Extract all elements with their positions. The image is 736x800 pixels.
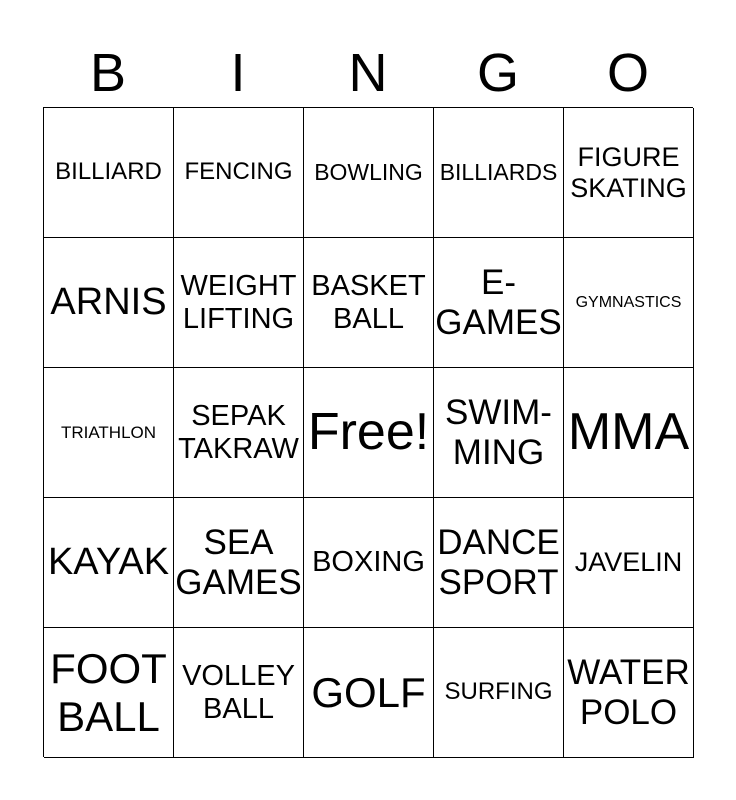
- cell-label: JAVELIN: [574, 547, 683, 578]
- bingo-cell-r2-c2[interactable]: [174, 238, 304, 368]
- free-space-label: Free!: [307, 403, 430, 462]
- cell-label: MMA: [567, 403, 690, 462]
- bingo-cell-r1-c5[interactable]: [564, 108, 694, 238]
- header-letter-i: I: [230, 43, 246, 103]
- bingo-cell-r3-c4[interactable]: [434, 368, 564, 498]
- cell-label: WEIGHT LIFTING: [180, 270, 297, 335]
- bingo-cell-r2-c3[interactable]: [304, 238, 434, 368]
- cell-label: E- GAMES: [435, 263, 562, 342]
- bingo-cell-r5-c3[interactable]: [304, 628, 434, 758]
- cell-label: WATER POLO: [567, 653, 690, 732]
- bingo-cell-r2-c5[interactable]: [564, 238, 694, 368]
- cell-label: SEA GAMES: [175, 523, 302, 602]
- bingo-cell-r5-c5[interactable]: [564, 628, 694, 758]
- header-letter-o: O: [606, 43, 649, 103]
- cell-label: BOWLING: [314, 158, 423, 185]
- bingo-cell-r4-c4[interactable]: [434, 498, 564, 628]
- bingo-cell-r1-c2[interactable]: [174, 108, 304, 238]
- bingo-cell-r5-c4[interactable]: [434, 628, 564, 758]
- cell-label: BILLIARD: [55, 158, 162, 186]
- bingo-cell-r5-c1[interactable]: [44, 628, 174, 758]
- bingo-cell-r4-c5[interactable]: [564, 498, 694, 628]
- bingo-cell-r4-c1[interactable]: [44, 498, 174, 628]
- header-letter-b: B: [89, 43, 127, 103]
- cell-label: SURFING: [444, 678, 553, 706]
- cell-label: BILLIARDS: [439, 158, 558, 185]
- cell-label: ARNIS: [50, 281, 167, 324]
- cell-label: VOLLEY BALL: [182, 660, 295, 725]
- cell-label: TRIATHLON: [60, 422, 157, 442]
- bingo-cell-r5-c2[interactable]: [174, 628, 304, 758]
- cell-label: SWIM- MING: [445, 393, 552, 472]
- cell-label: BOXING: [312, 546, 425, 579]
- cell-label: SEPAK TAKRAW: [178, 400, 299, 465]
- bingo-header: [43, 40, 693, 106]
- cell-label: KAYAK: [47, 541, 170, 584]
- bingo-board: [43, 107, 693, 757]
- cell-label: GYMNASTICS: [575, 293, 682, 311]
- cell-label: GOLF: [311, 668, 426, 716]
- cell-label: DANCE SPORT: [437, 523, 560, 602]
- cell-label: BASKET BALL: [311, 270, 426, 335]
- bingo-cell-r3-c5[interactable]: [564, 368, 694, 498]
- bingo-cell-r1-c3[interactable]: [304, 108, 434, 238]
- bingo-cell-r4-c3[interactable]: [304, 498, 434, 628]
- header-letter-g: G: [476, 43, 519, 103]
- bingo-cell-r3-c2[interactable]: [174, 368, 304, 498]
- header-letter-n: N: [348, 43, 388, 103]
- bingo-cell-r3-c1[interactable]: [44, 368, 174, 498]
- bingo-cell-r2-c1[interactable]: [44, 238, 174, 368]
- bingo-cell-r2-c4[interactable]: [434, 238, 564, 368]
- cell-label: FOOT BALL: [50, 645, 167, 740]
- bingo-cell-r1-c1[interactable]: [44, 108, 174, 238]
- bingo-cell-r3-c3[interactable]: [304, 368, 434, 498]
- bingo-cell-r1-c4[interactable]: [434, 108, 564, 238]
- cell-label: FENCING: [184, 158, 293, 186]
- cell-label: FIGURE SKATING: [570, 142, 687, 203]
- bingo-cell-r4-c2[interactable]: [174, 498, 304, 628]
